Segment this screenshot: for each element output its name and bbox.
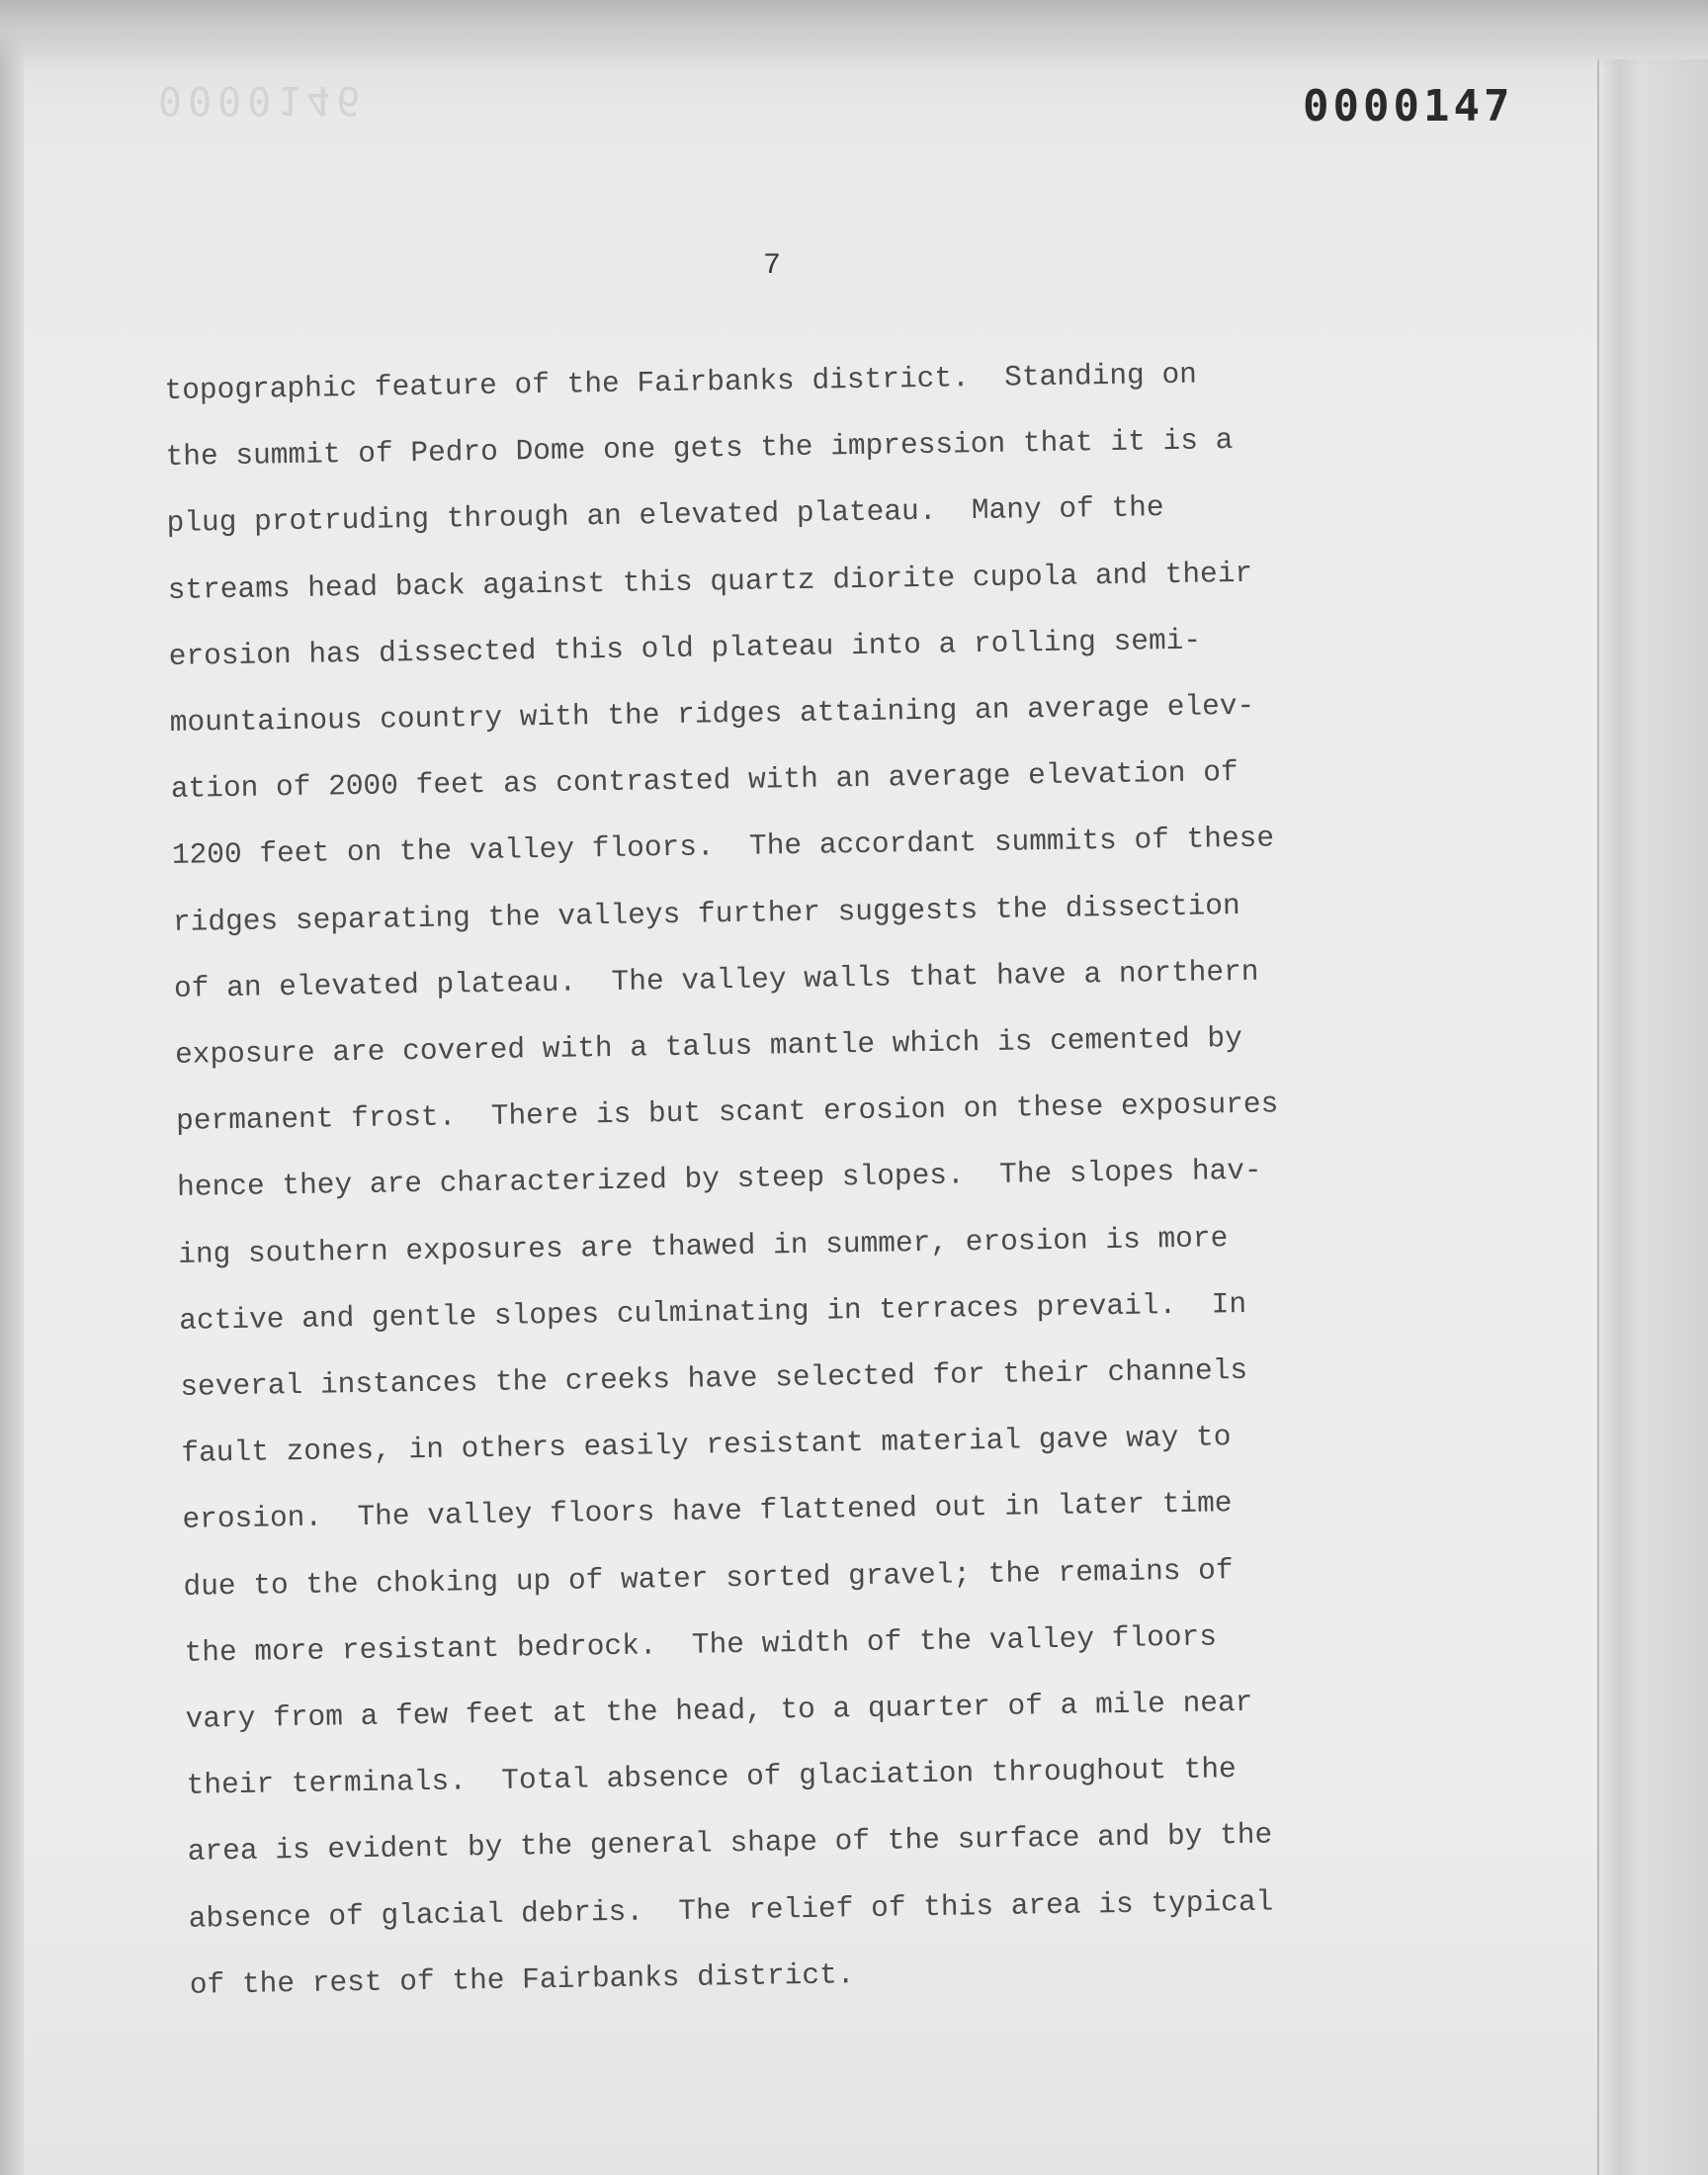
text-line: exposure are covered with a talus mantle which is cemented by xyxy=(174,1020,1243,1072)
text-line: their terminals. Total absence of glaciation throughout the xyxy=(186,1752,1238,1803)
text-line: due to the choking up of water sorted gravel; the remains of xyxy=(183,1552,1234,1604)
text-line: of an elevated plateau. The valley walls that have a northern xyxy=(173,954,1259,1005)
text-line: the summit of Pedro Dome one gets the impression that it is a xyxy=(165,423,1234,475)
text-line: ation of 2000 feet as contrasted with an average elevation of xyxy=(170,755,1238,807)
text-line: mountainous country with the ridges attaining an average elev- xyxy=(169,688,1255,740)
body-text xyxy=(164,337,1494,2019)
text-line: hence they are characterized by steep slopes. The slopes hav- xyxy=(176,1154,1262,1205)
text-line: plug protruding through an elevated plateau. Many of the xyxy=(166,490,1164,541)
text-line: erosion has dissected this old plateau into a rolling semi- xyxy=(168,623,1202,673)
text-line: 1200 feet on the valley floors. The accordant summits of these xyxy=(171,821,1275,873)
text-line: several instances the creeks have selected for their channels xyxy=(180,1352,1248,1404)
text-line: area is evident by the general shape of the surface and by the xyxy=(187,1818,1273,1870)
text-line: ridges separating the valleys further suggests the dissection xyxy=(172,888,1240,939)
text-line: the more resistant bedrock. The width of the valley floors xyxy=(184,1619,1218,1670)
text-line: topographic feature of the Fairbanks district. Standing on xyxy=(164,357,1198,407)
document-number: 0000147 xyxy=(1303,81,1514,131)
top-shadow xyxy=(0,0,1708,69)
text-line: ing southern exposures are thawed in summer, erosion is more xyxy=(177,1220,1229,1271)
text-line: of the rest of the Fairbanks district. xyxy=(189,1958,855,2002)
sheet-edge-right xyxy=(1597,59,1708,2175)
sheet-edge-left xyxy=(0,0,24,2175)
bleed-through-number: 0000146 xyxy=(158,77,367,123)
text-line: streams head back against this quartz diorite cupola and their xyxy=(167,556,1253,607)
text-line: absence of glacial debris. The relief of this area is typical xyxy=(188,1884,1274,1936)
text-line: vary from a few feet at the head, to a quarter of a mile near xyxy=(185,1685,1253,1736)
text-line: fault zones, in others easily resistant material gave way to xyxy=(181,1420,1232,1471)
text-line: active and gentle slopes culminating in terraces prevail. In xyxy=(179,1286,1247,1338)
text-line: erosion. The valley floors have flattened out in later time xyxy=(182,1486,1233,1537)
page-number: 7 xyxy=(763,249,782,283)
text-line: permanent frost. There is but scant erosion on these exposures xyxy=(175,1087,1279,1139)
